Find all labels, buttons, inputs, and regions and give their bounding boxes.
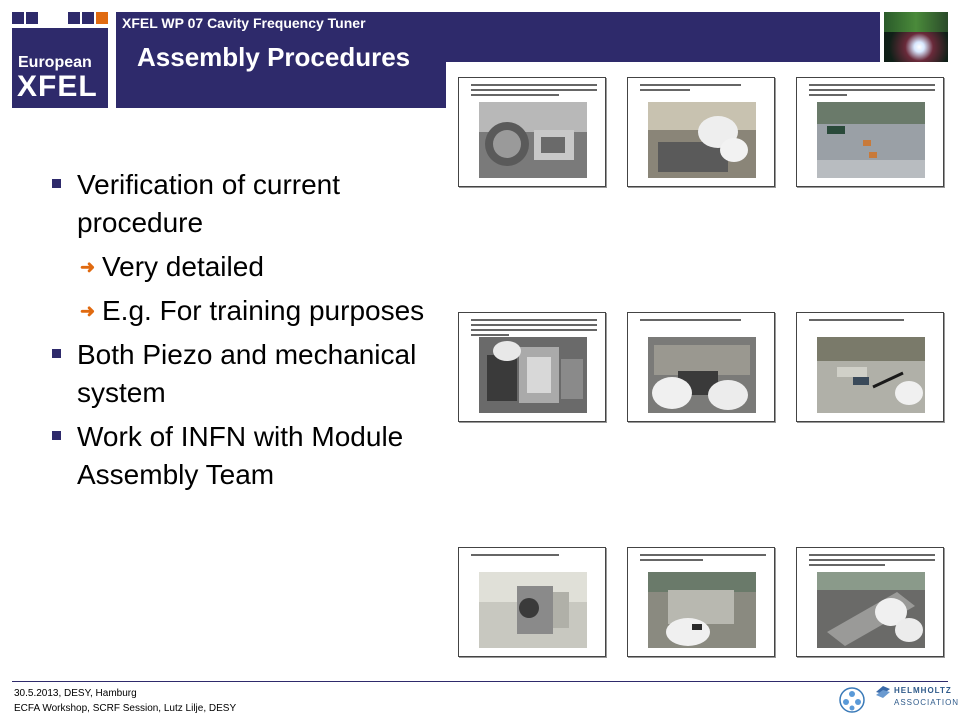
footer-date-location: 30.5.2013, DESY, Hamburg: [14, 688, 137, 699]
desy-logo-icon: [838, 686, 866, 714]
procedure-page-thumbnail: [796, 547, 944, 657]
procedure-page-thumbnail: [627, 547, 775, 657]
helmholtz-mark-icon: [876, 686, 890, 700]
tuner-mounted-on-cavity-photo: [479, 102, 587, 178]
thumbnail-text-lines: [809, 554, 935, 569]
header-photo-top: [884, 12, 948, 32]
helmholtz-wordmark: HELMHOLTZ: [894, 686, 952, 695]
procedure-page-thumbnail: [627, 312, 775, 422]
tool-and-parts-photo: [817, 337, 925, 413]
thumbnail-text-lines: [471, 554, 597, 559]
sub-bullet-text: E.g. For training purposes: [102, 295, 425, 326]
sub-bullet-item: [52, 292, 442, 330]
thumbnail-text-lines: [640, 554, 766, 564]
bullet-item: [52, 336, 442, 412]
bullet-square-icon: [52, 349, 61, 358]
procedure-page-thumbnail: [627, 77, 775, 187]
bullet-item: [52, 166, 442, 242]
thumbnail-text-lines: [640, 319, 766, 324]
gloved-hand-holding-part-photo: [648, 572, 756, 648]
thumbnail-text-lines: [471, 84, 597, 99]
bullet-square-icon: [52, 179, 61, 188]
footer-event: ECFA Workshop, SCRF Session, Lutz Lilje, DESY: [14, 703, 237, 714]
bullet-text: Both Piezo and mechanical system: [77, 339, 417, 408]
association-wordmark: ASSOCIATION: [894, 698, 960, 707]
logo-square: [96, 12, 108, 24]
footer-divider: [12, 681, 948, 682]
logo-word-xfel: XFEL: [17, 70, 98, 103]
sub-bullet-text: Very detailed: [102, 251, 264, 282]
logo-square: [68, 12, 80, 24]
bullet-list: [52, 166, 442, 500]
procedure-page-thumbnail: [796, 77, 944, 187]
logo-word-european: European: [18, 54, 92, 71]
thumbnail-text-lines: [809, 319, 935, 324]
thumbnail-text-lines: [640, 84, 766, 94]
european-xfel-logo: [12, 12, 108, 108]
header-subtitle: XFEL WP 07 Cavity Frequency Tuner: [122, 15, 366, 31]
parts-on-table-photo: [817, 102, 925, 178]
logo-square: [82, 12, 94, 24]
gloved-hands-fixture-photo: [648, 337, 756, 413]
helmholtz-association-logo: [876, 684, 960, 714]
procedure-page-thumbnail: [458, 547, 606, 657]
motor-unit-photo: [479, 572, 587, 648]
slide-title: Assembly Procedures: [137, 42, 411, 72]
bullet-item: [52, 418, 442, 494]
bullet-square-icon: [52, 431, 61, 440]
sub-bullet-item: [52, 248, 442, 286]
gloved-hands-assembly-photo: [648, 102, 756, 178]
procedure-page-thumbnail: [796, 312, 944, 422]
thumbnail-text-lines: [809, 84, 935, 99]
gloved-hands-mechanism-photo: [817, 572, 925, 648]
tuner-mechanism-closeup-photo: [479, 337, 587, 413]
procedure-page-thumbnail: [458, 77, 606, 187]
bullet-text: Verification of current procedure: [77, 169, 341, 238]
bullet-text: Work of INFN with Module Assembly Team: [77, 421, 404, 490]
thumbnail-text-lines: [471, 319, 597, 339]
logo-square: [26, 12, 38, 24]
procedure-page-thumbnail: [458, 312, 606, 422]
logo-square: [12, 12, 24, 24]
arrow-right-icon: ➜: [80, 257, 96, 277]
arrow-right-icon: ➜: [80, 301, 96, 321]
